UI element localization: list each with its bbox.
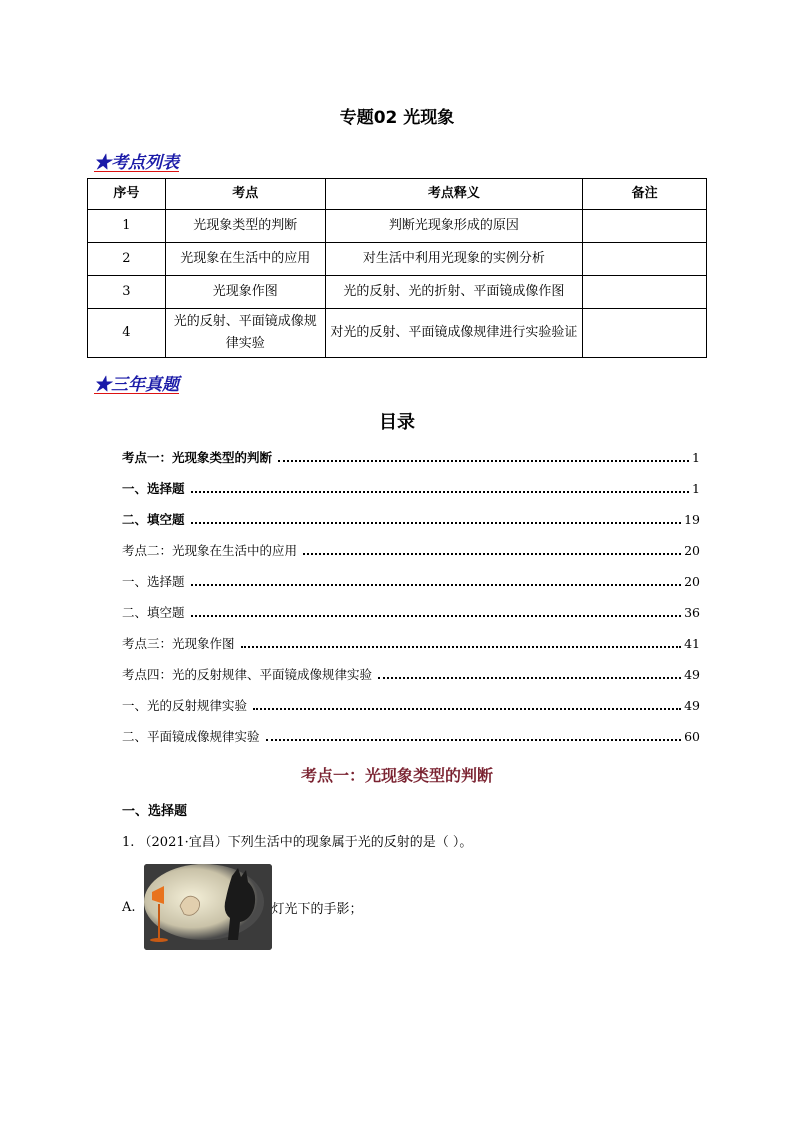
cell-point: 光的反射、平面镜成像规律实验 (165, 309, 325, 358)
toc-entry-page: 19 (684, 512, 700, 527)
toc-entry-text: 二、填空题 (122, 512, 185, 527)
toc-dot-leader (266, 739, 682, 741)
cell-desc: 对光的反射、平面镜成像规律进行实验验证 (325, 309, 583, 358)
table-of-contents (122, 447, 700, 757)
table-row (88, 210, 707, 243)
toc-dot-leader (191, 491, 690, 493)
toc-entry-text: 一、选择题 (122, 481, 185, 496)
cell-note (583, 309, 707, 358)
table-row (88, 276, 707, 309)
section-heading-points: ★考点列表 (94, 153, 179, 173)
toc-dot-leader (191, 584, 682, 586)
cell-desc: 判断光现象形成的原因 (325, 210, 583, 243)
cell-no: 3 (88, 276, 166, 309)
toc-entry-page: 20 (684, 543, 700, 558)
toc-entry-page: 1 (692, 450, 700, 465)
table-row (88, 309, 707, 358)
toc-entry[interactable] (122, 602, 700, 633)
cell-desc: 对生活中利用光现象的实例分析 (325, 243, 583, 276)
option-a-text: 灯光下的手影； (271, 901, 363, 917)
toc-entry[interactable] (122, 633, 700, 664)
toc-dot-leader (303, 553, 681, 555)
toc-entry[interactable] (122, 695, 700, 726)
toc-entry-text: 一、光的反射规律实验 (122, 698, 248, 713)
toc-title: 目录 (379, 412, 415, 433)
header-point: 考点 (165, 179, 325, 210)
toc-entry-page: 20 (684, 574, 700, 589)
toc-entry-text: 考点一：光现象类型的判断 (122, 450, 273, 465)
toc-entry-text: 二、平面镜成像规律实验 (122, 729, 260, 744)
toc-dot-leader (378, 677, 681, 679)
cell-desc: 光的反射、光的折射、平面镜成像作图 (325, 276, 583, 309)
hand-shadow-image (144, 864, 272, 950)
header-note: 备注 (583, 179, 707, 210)
toc-dot-leader (241, 646, 682, 648)
toc-entry[interactable] (122, 509, 700, 540)
cell-point: 光现象类型的判断 (165, 210, 325, 243)
cell-point: 光现象在生活中的应用 (165, 243, 325, 276)
toc-entry-page: 36 (684, 605, 700, 620)
toc-entry-text: 考点二：光现象在生活中的应用 (122, 543, 298, 558)
toc-entry[interactable] (122, 571, 700, 602)
toc-entry-page: 1 (692, 481, 700, 496)
table-row (88, 243, 707, 276)
toc-entry-text: 考点四：光的反射规律、平面镜成像规律实验 (122, 667, 373, 682)
cell-note (583, 276, 707, 309)
toc-entry-page: 60 (684, 729, 700, 744)
toc-entry-page: 49 (684, 667, 700, 682)
hand-shadow-illustration (144, 864, 272, 950)
points-table (87, 178, 707, 358)
toc-entry-text: 二、填空题 (122, 605, 185, 620)
cell-no: 1 (88, 210, 166, 243)
header-desc: 考点释义 (325, 179, 583, 210)
section-heading-exams: ★三年真题 (94, 375, 179, 395)
cell-no: 4 (88, 309, 166, 358)
toc-dot-leader (191, 615, 682, 617)
question-1: 1. （2021·宜昌）下列生活中的现象属于光的反射的是（ ）。 (122, 835, 473, 850)
toc-dot-leader (191, 522, 682, 524)
cell-point: 光现象作图 (165, 276, 325, 309)
toc-entry[interactable] (122, 664, 700, 695)
table-header-row (88, 179, 707, 210)
option-a (122, 864, 363, 950)
toc-entry-text: 一、选择题 (122, 574, 185, 589)
toc-entry[interactable] (122, 540, 700, 571)
toc-entry-page: 41 (684, 636, 700, 651)
toc-entry[interactable] (122, 478, 700, 509)
header-no: 序号 (88, 179, 166, 210)
page-title: 专题02 光现象 (339, 108, 455, 128)
cell-note (583, 243, 707, 276)
toc-entry[interactable] (122, 726, 700, 757)
toc-dot-leader (278, 460, 689, 462)
toc-entry-page: 49 (684, 698, 700, 713)
toc-entry-text: 考点三：光现象作图 (122, 636, 235, 651)
cell-no: 2 (88, 243, 166, 276)
option-a-label: A. (122, 899, 136, 915)
section-title: 考点一：光现象类型的判断 (300, 766, 493, 785)
subsection-heading: 一、选择题 (122, 804, 188, 819)
toc-entry[interactable] (122, 447, 700, 478)
toc-dot-leader (253, 708, 681, 710)
cell-note (583, 210, 707, 243)
